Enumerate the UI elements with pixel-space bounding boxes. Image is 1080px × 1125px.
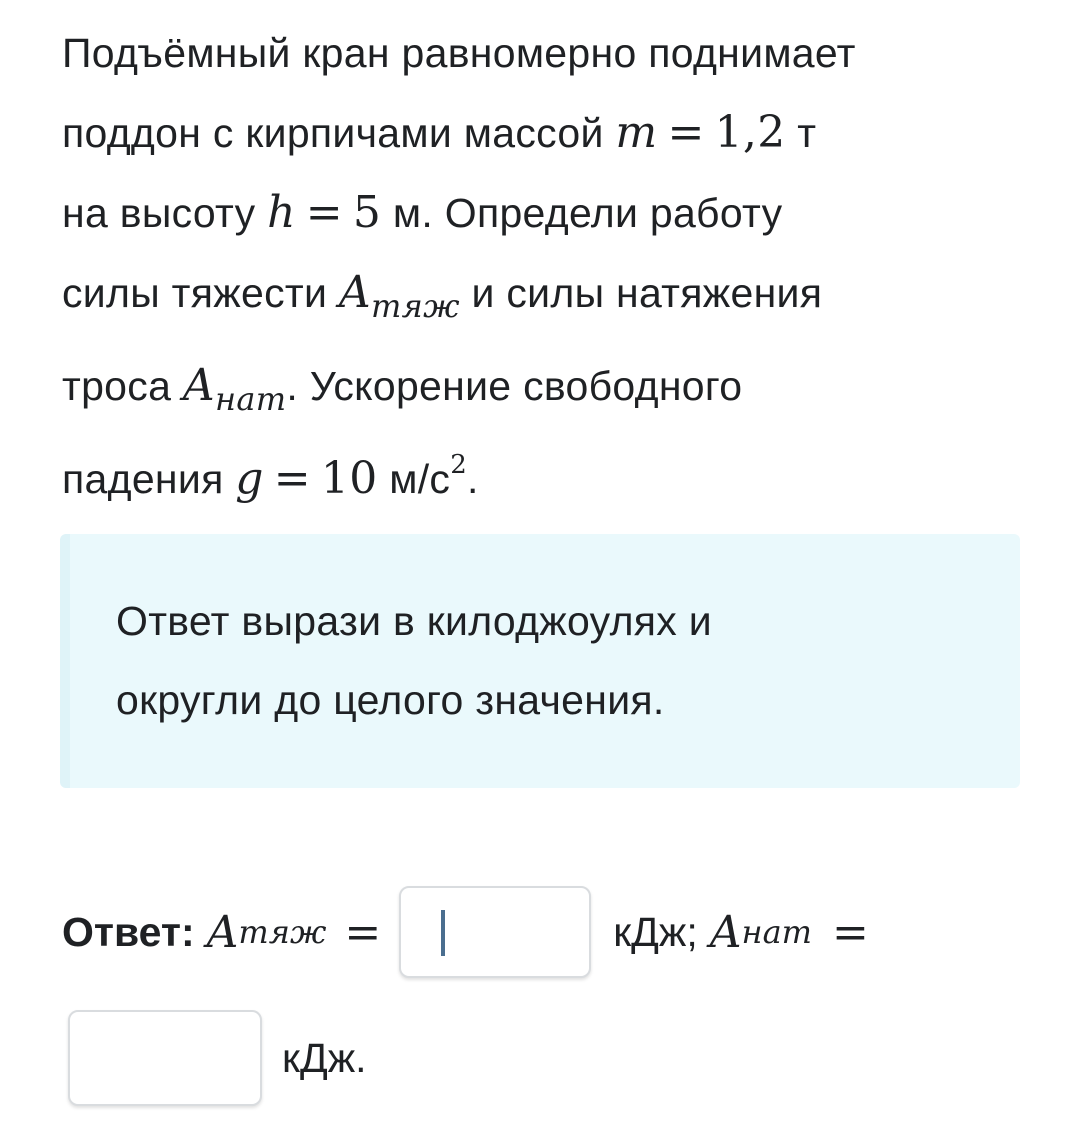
problem-text <box>62 14 1042 519</box>
mass-unit: т <box>797 110 817 156</box>
problem-line-1 <box>62 14 1042 93</box>
period: . <box>467 456 479 502</box>
work-gravity-subscript: тяж <box>238 913 327 951</box>
problem-line-1-text: Подъёмный кран равномерно поднимает <box>62 30 856 76</box>
equals-sign: = <box>832 906 869 958</box>
hint-text <box>116 582 976 740</box>
work-tension-subscript: нат <box>741 913 813 951</box>
problem-line-5-text: троса <box>62 363 183 409</box>
problem-line-2-text: поддон с кирпичами массой <box>62 110 616 156</box>
hint-line-1: Ответ вырази в килоджоулях и <box>116 598 712 644</box>
problem-line-4-text: силы тяжести <box>62 270 339 316</box>
equals-sign: = <box>344 906 382 958</box>
work-variable: A <box>206 906 239 958</box>
work-variable: A <box>338 267 371 318</box>
equals-sign: = <box>305 187 343 238</box>
problem-line-4-tail: и силы натяжения <box>459 270 823 316</box>
work-gravity-subscript: тяж <box>370 287 460 325</box>
text-cursor <box>441 910 445 956</box>
answer-row <box>62 886 869 978</box>
work-variable: A <box>182 360 215 411</box>
problem-line-6 <box>62 439 1042 519</box>
gravity-unit-exponent: 2 <box>450 450 468 480</box>
gravity-value: 10 <box>320 453 378 504</box>
equals-sign: = <box>273 453 311 504</box>
work-tension-subscript: нат <box>214 380 287 418</box>
work-gravity-input[interactable] <box>399 886 591 978</box>
unit-kj: кДж. <box>282 1034 367 1081</box>
problem-line-5 <box>62 346 1042 439</box>
answer-row-2 <box>68 1010 367 1106</box>
height-unit-text: м. Определи работу <box>392 190 783 236</box>
height-value: 5 <box>352 187 382 238</box>
gravity-variable: g <box>235 453 264 504</box>
height-variable: h <box>267 187 296 238</box>
problem-line-3-text: на высоту <box>62 190 268 236</box>
hint-line-2: округли до целого значения. <box>116 677 665 723</box>
unit-kj: кДж; <box>613 908 698 955</box>
mass-value: 1,2 <box>714 107 786 158</box>
mass-variable: m <box>615 107 658 158</box>
work-tension-input[interactable] <box>68 1010 262 1106</box>
hint-box <box>60 534 1020 788</box>
problem-line-6-text: падения <box>62 456 236 502</box>
problem-line-2 <box>62 93 1042 173</box>
gravity-unit: м/с <box>389 456 451 502</box>
equals-sign: = <box>667 107 705 158</box>
problem-line-5-tail: . Ускорение свободного <box>286 363 743 409</box>
problem-line-3 <box>62 173 1042 253</box>
work-variable: A <box>709 906 742 958</box>
answer-label: Ответ: <box>62 908 195 955</box>
problem-line-4 <box>62 253 1042 346</box>
